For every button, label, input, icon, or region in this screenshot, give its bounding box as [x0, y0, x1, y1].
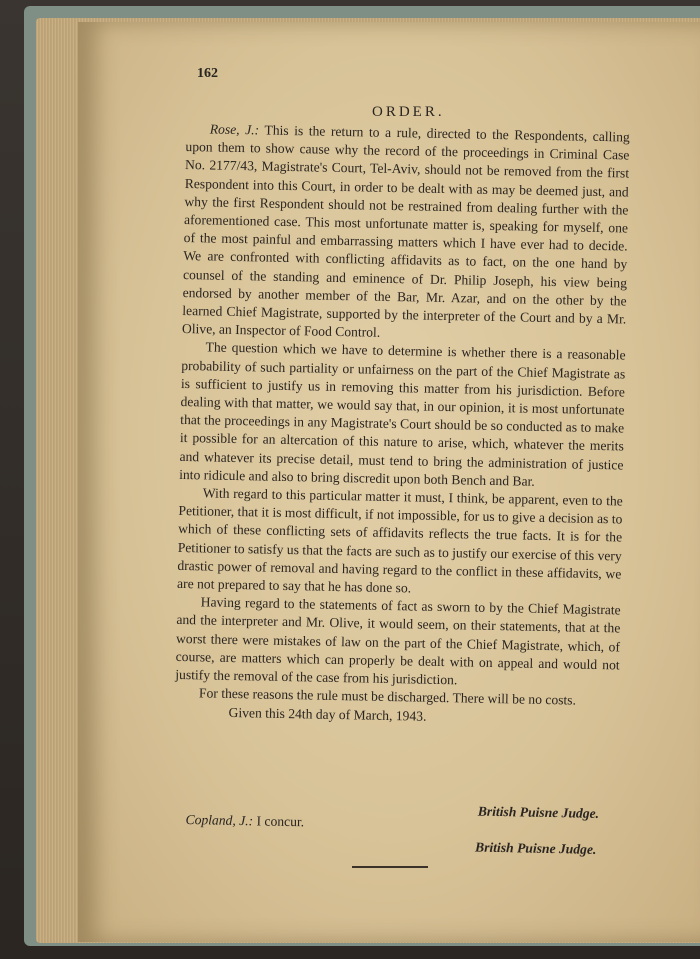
paragraph-1 — [182, 120, 630, 347]
order-body — [174, 120, 629, 729]
paragraph-1-lead: Rose, J.: — [209, 121, 260, 138]
paragraph-3-text: With regard to this particular matter it must, I think, be apparent, even to the Petitioner, that it is most difficult, if not impossible, for us to give a decision as to which of these conflicting sets of affidavits reflects the true facts. It is for the Petitioner to satisfy us that the facts are such as to justify our exercise of this very drastic power of removal and having regard to the conflict in these affidavits, we are not prepared to say that he has done so. — [176, 485, 623, 596]
concur-lead: Copland, J.: — [185, 811, 254, 829]
closing-rule — [352, 866, 428, 868]
paragraph-2 — [179, 338, 626, 492]
judge-two-title: British Puisne Judge. — [474, 839, 597, 857]
paragraph-3 — [177, 484, 623, 602]
judge-one-title: British Puisne Judge. — [477, 803, 600, 821]
given-date-line: Given this 24th day of March, 1943. — [228, 704, 427, 724]
paragraph-4-text: Having regard to the statements of fact as sworn to by the Chief Magistrate and the interpreter and Mr. Olive, it would seem, on their statements, that at the worst there were mistakes of law on the part of the Chief Magistrate, which, of course, are matters which can properly be dealt with on appeal and would not justify the removal of the case from his jurisdiction. — [175, 594, 621, 688]
paragraph-4 — [175, 593, 621, 693]
paragraph-5-text: For these reasons the rule must be discharged. There will be no costs. — [198, 685, 577, 708]
order-heading: ORDER. — [372, 104, 445, 120]
concur-text: I concur. — [256, 813, 305, 830]
paragraph-1-text: This is the return to a rule, directed to the Respondents, calling upon them to show cause why the record of the proceedings in Criminal Case No. 2177/43, Magistrate's Court, Tel-Aviv, should not be removed from the first Respondent into this Court, in order to be dealt with as may be deemed just, and why the first Respondent should not be restrained from dealing further with the aforementioned case. This most unfortunate matter is, speaking for myself, one of the most painful and embarrassing matters which I have ever had to decide. We are confronted with conflicting affidavits as to fact, on the one hand by counsel of the standing and eminence of Dr. Philip Joseph, his view being endorsed by another member of the Bar, Mr. Azar, and on the other by the learned Chief Magistrate, supported by the interpreter of the Court and by a Mr. Olive, an Inspector of Food Control. — [181, 122, 630, 340]
paragraph-2-text: The question which we have to determine is whether there is a reasonable probability of such partiality or unfairness on the part of the Chief Magistrate as is sufficient to justify us in removing this matter from his jurisdiction. Before dealing with that matter, we would say that, in our opinion, it is most unfortunate that the proceedings in any Magistrate's Court should be so conducted as to make it possible for an altercation of this nature to arise, which, whatever the merits and whatever its precise detail, must tend to bring the administration of justice into ridicule and also to bring discredit upon both Bench and Bar. — [179, 339, 626, 489]
page-number: 162 — [197, 66, 218, 81]
concurrence-line — [185, 812, 304, 830]
